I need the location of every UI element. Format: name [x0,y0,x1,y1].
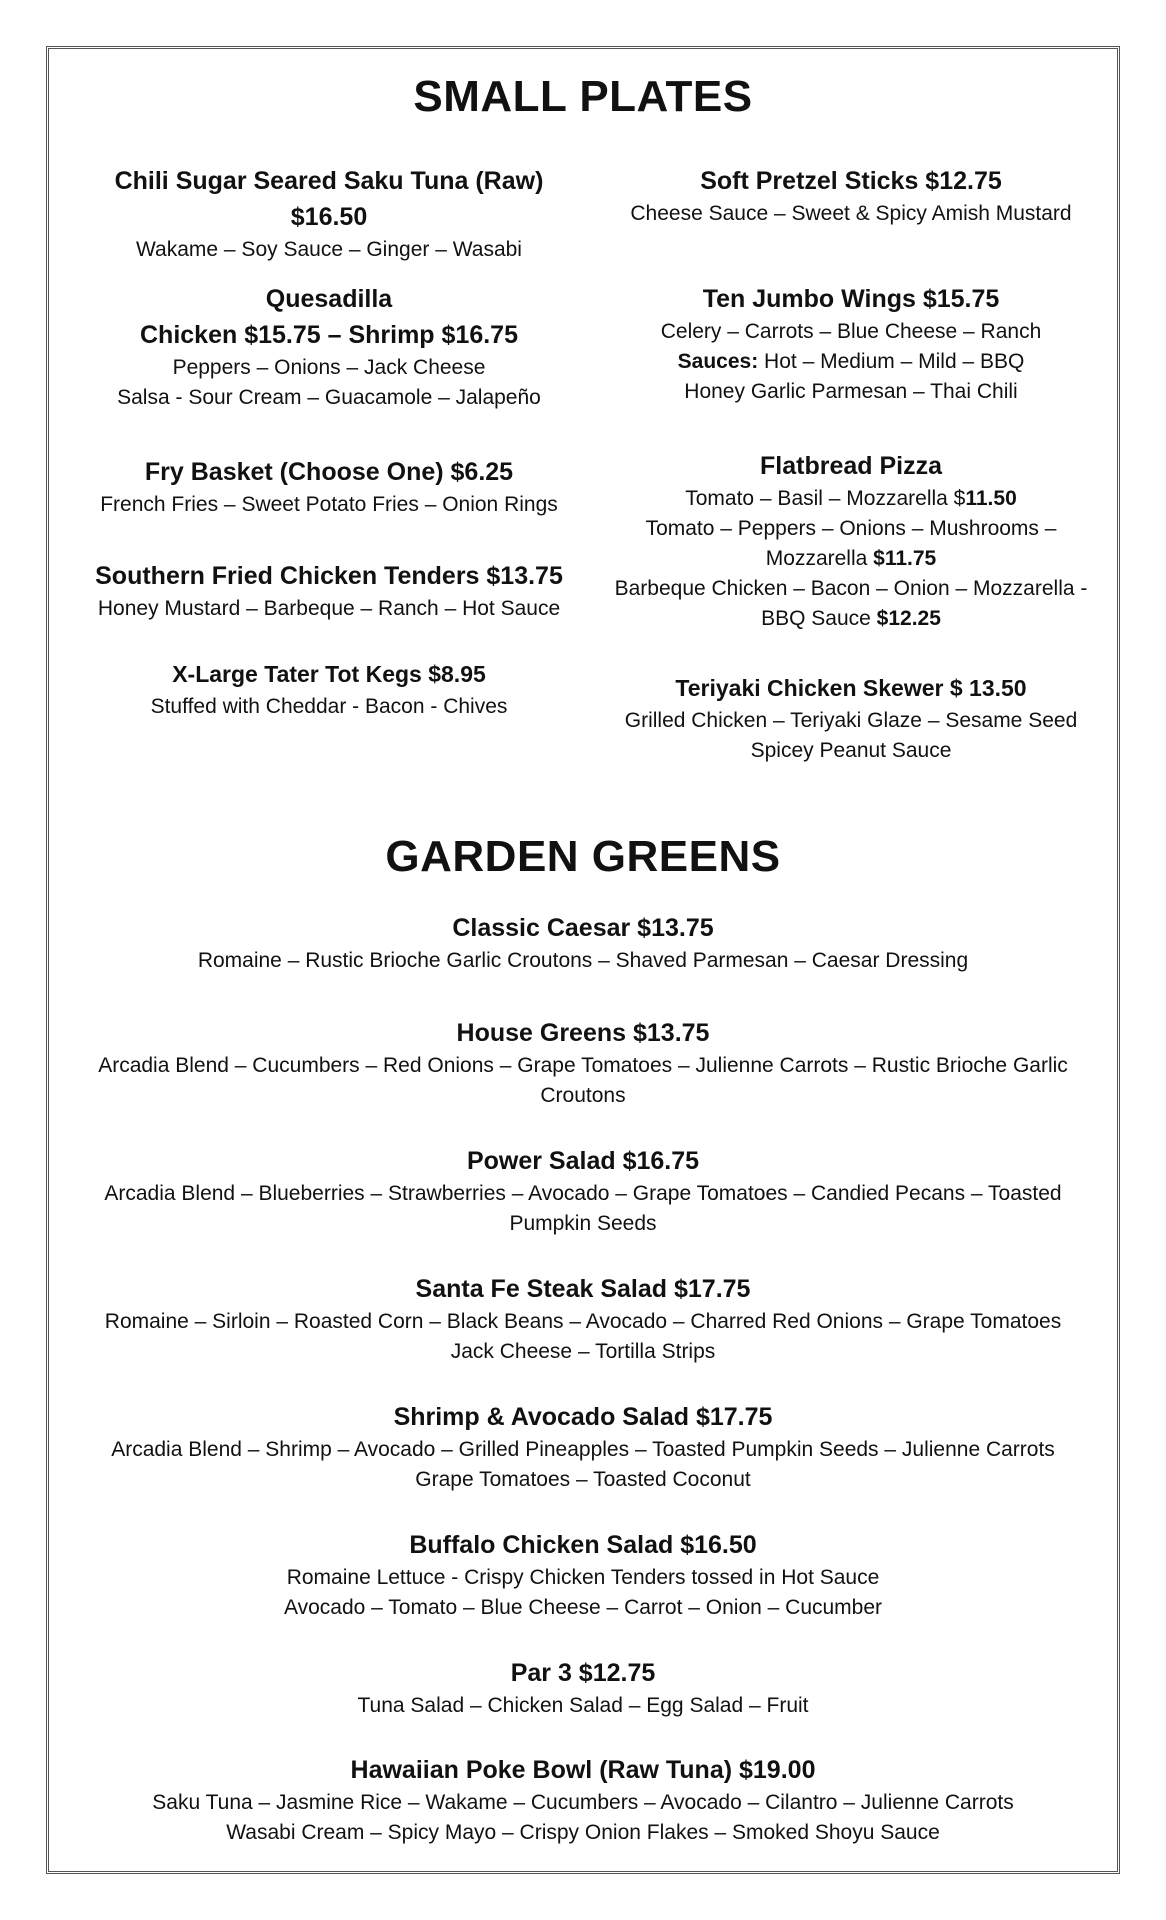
item-name: Flatbread Pizza [760,452,942,480]
item-description: Grilled Chicken – Teriyaki Glaze – Sesame Seed [624,709,1078,732]
item-name: X-Large Tater Tot Kegs $8.95 [172,661,486,687]
item-name: Quesadilla [265,285,393,313]
menu-item-buffalo-chicken-salad [60,1527,1106,1623]
section-title-garden-greens: GARDEN GREENS [385,832,781,881]
item-description: Romaine – Sirloin – Roasted Corn – Black Beans – Avocado – Charred Red Onions – Grape Tomatoes [104,1310,1062,1333]
menu-item-jumbo-wings [596,281,1106,407]
sauces-label: Sauces: [677,350,759,373]
item-description [596,484,1106,514]
line-price: $11.75 [873,547,937,570]
item-description: Arcadia Blend – Cucumbers – Red Onions – Grape Tomatoes – Julienne Carrots – Rustic Brioche Garlic [98,1054,1068,1077]
menu-item-santa-fe-steak-salad [60,1271,1106,1367]
item-name: Ten Jumbo Wings $15.75 [702,285,1000,313]
item-description: Cheese Sauce – Sweet & Spicy Amish Mustard [630,202,1072,225]
line-price: 11.50 [965,487,1017,510]
item-name: Fry Basket (Choose One) $6.25 [144,458,514,486]
item-name: Southern Fried Chicken Tenders $13.75 [95,562,563,590]
item-description: Stuffed with Cheddar - Bacon - Chives [150,695,508,718]
item-description: Pumpkin Seeds [509,1212,657,1235]
item-description: Salsa - Sour Cream – Guacamole – Jalapeño [117,386,541,409]
item-description: Jack Cheese – Tortilla Strips [450,1340,716,1363]
item-name: Chili Sugar Seared Saku Tuna (Raw) [114,167,544,195]
item-description: Croutons [540,1084,626,1107]
item-name: Buffalo Chicken Salad $16.50 [409,1531,757,1559]
item-sauces-line [596,347,1106,377]
menu-item-hawaiian-poke-bowl [60,1752,1106,1848]
item-description: Tuna Salad – Chicken Salad – Egg Salad – Fruit [357,1694,809,1717]
item-name: Par 3 $12.75 [510,1659,656,1687]
item-description: Wasabi Cream – Spicy Mayo – Crispy Onion Flakes – Smoked Shoyu Sauce [226,1821,940,1844]
item-description: Tomato – Peppers – Onions – Mushrooms – [645,517,1057,540]
item-description [596,544,1106,574]
menu-item-par-3 [60,1655,1106,1721]
item-name: Santa Fe Steak Salad $17.75 [415,1275,751,1303]
item-name: Power Salad $16.75 [466,1147,700,1175]
item-description: Romaine Lettuce - Crispy Chicken Tenders tossed in Hot Sauce [286,1566,880,1589]
menu-item-shrimp-avocado-salad [60,1399,1106,1495]
line-price: $12.25 [876,607,941,630]
item-name: Shrimp & Avocado Salad $17.75 [393,1403,773,1431]
item-description: Peppers – Onions – Jack Cheese [172,356,486,379]
menu-item-tater-tot-kegs [76,656,582,722]
item-description: Saku Tuna – Jasmine Rice – Wakame – Cucumbers – Avocado – Cilantro – Julienne Carrots [152,1791,1014,1814]
item-price: $16.50 [290,203,368,231]
item-name: Teriyaki Chicken Skewer $ 13.50 [675,675,1027,701]
menu-item-chicken-tenders [76,558,582,624]
line-text: BBQ Sauce [761,607,877,630]
menu-item-teriyaki-skewer [596,670,1106,766]
menu-item-classic-caesar [60,910,1106,976]
line-text: Mozzarella [765,547,874,570]
item-name: House Greens $13.75 [456,1019,710,1047]
item-name: Classic Caesar $13.75 [452,914,714,942]
item-description: Arcadia Blend – Blueberries – Strawberries – Avocado – Grape Tomatoes – Candied Pecans – Toasted [104,1182,1062,1205]
item-description: Wakame – Soy Sauce – Ginger – Wasabi [136,238,522,261]
item-description: Spicey Peanut Sauce [750,739,952,762]
item-name: Hawaiian Poke Bowl (Raw Tuna) $19.00 [350,1756,816,1784]
menu-item-fry-basket [76,454,582,520]
item-description: Barbeque Chicken – Bacon – Onion – Mozzarella - [614,577,1088,600]
item-name: Soft Pretzel Sticks $12.75 [700,167,1002,195]
menu-item-pretzel-sticks [596,163,1106,229]
section-title-small-plates: SMALL PLATES [413,72,753,121]
item-description: Honey Mustard – Barbeque – Ranch – Hot Sauce [97,597,561,620]
item-description: Romaine – Rustic Brioche Garlic Croutons – Shaved Parmesan – Caesar Dressing [197,949,969,972]
item-description: French Fries – Sweet Potato Fries – Onion Rings [100,493,558,516]
item-description: Celery – Carrots – Blue Cheese – Ranch [660,320,1042,343]
menu-item-saku-tuna [76,163,582,265]
item-description: Honey Garlic Parmesan – Thai Chili [684,380,1018,403]
line-text: Tomato – Basil – Mozzarella $ [685,487,966,510]
item-description: Arcadia Blend – Shrimp – Avocado – Grilled Pineapples – Toasted Pumpkin Seeds – Julienne Carrots [111,1438,1055,1461]
menu-item-quesadilla [76,281,582,413]
item-price: Chicken $15.75 – Shrimp $16.75 [140,321,518,349]
item-description: Grape Tomatoes – Toasted Coconut [415,1468,751,1491]
item-description [596,604,1106,634]
menu-item-power-salad [60,1143,1106,1239]
menu-item-flatbread-pizza [596,448,1106,634]
item-description: Avocado – Tomato – Blue Cheese – Carrot – Onion – Cucumber [283,1596,883,1619]
sauces-text: Hot – Medium – Mild – BBQ [758,350,1025,373]
menu-item-house-greens [60,1015,1106,1111]
